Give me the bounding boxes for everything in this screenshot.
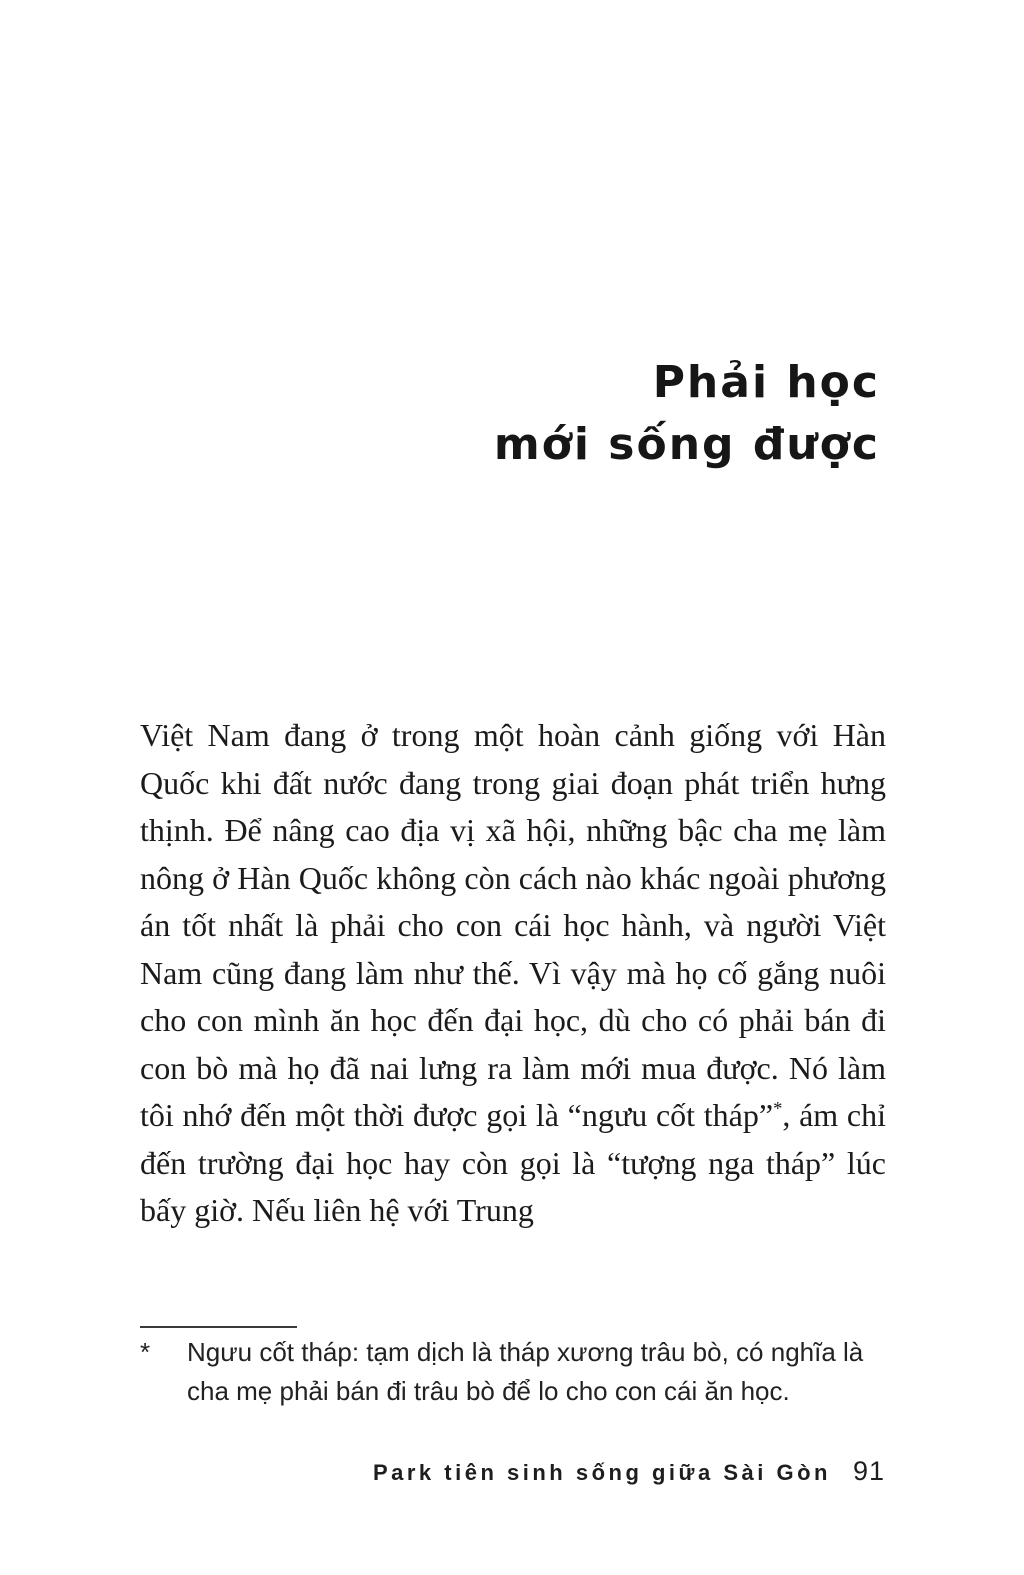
page-footer xyxy=(373,1456,885,1487)
running-title: Park tiên sinh sống giữa Sài Gòn xyxy=(372,1460,831,1485)
footnote-divider xyxy=(140,1326,297,1328)
body-paragraph xyxy=(140,712,886,1235)
chapter-title-line2: mới sống được xyxy=(493,419,880,470)
chapter-title-line1: Phải học xyxy=(652,357,880,408)
page-number: 91 xyxy=(852,1456,885,1486)
body-paragraph-text-continued: , ám chỉ đến trường đại học hay còn gọi là “tượng nga tháp” lúc bấy giờ. Nếu liên hệ với Trung xyxy=(140,1097,887,1228)
footnote-marker: * xyxy=(140,1337,151,1367)
footnote-text: Ngưu cốt tháp: tạm dịch là tháp xương trâu bò, có nghĩa là cha mẹ phải bán đi trâu bò để lo cho con cái ăn học. xyxy=(187,1337,864,1406)
body-paragraph-text: Việt Nam đang ở trong một hoàn cảnh giống với Hàn Quốc khi đất nước đang trong giai đoạn phát triển hưng thịnh. Để nâng cao địa vị xã hội, những bậc cha mẹ làm nông ở Hàn Quốc không còn cách nào khác ngoài phương án tốt nhất là phải cho con cái học hành, và người Việt Nam cũng đang làm như thế. Vì vậy mà họ cố gắng nuôi cho con mình ăn học đến đại học, dù cho có phải bán đi con bò mà họ đã nai lưng ra làm mới mua được. Nó làm tôi nhớ đến một thời được gọi là “ngưu cốt tháp” xyxy=(140,717,886,1133)
footnote xyxy=(140,1333,876,1411)
footnote-reference-asterisk: * xyxy=(773,1098,783,1120)
chapter-title xyxy=(494,352,880,476)
